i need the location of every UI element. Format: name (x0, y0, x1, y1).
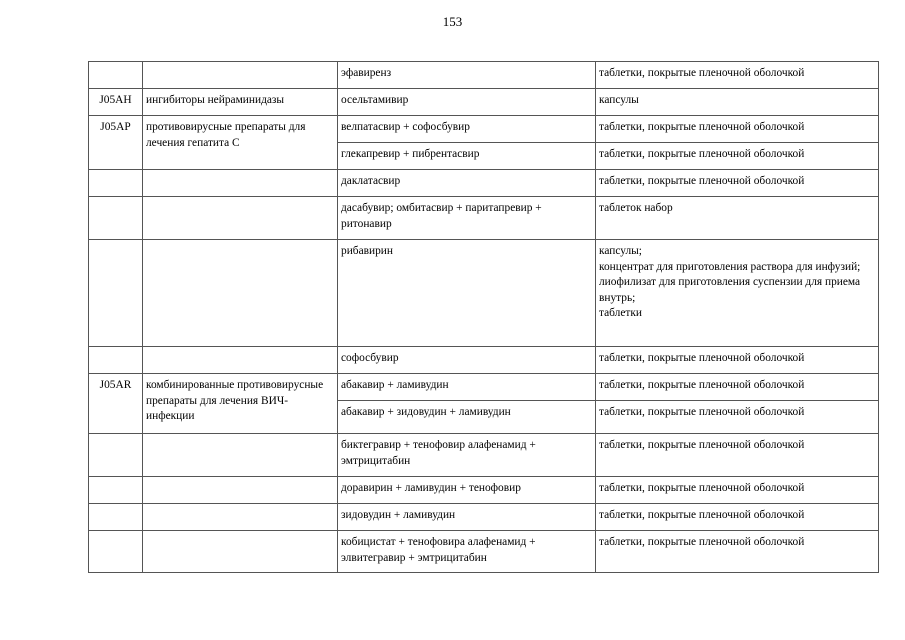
group-cell (143, 434, 338, 477)
form-line: капсулы; (599, 245, 642, 257)
drug-cell: эфавиренз (338, 62, 596, 89)
drug-cell: велпатасвир + софосбувир (338, 116, 596, 143)
form-line: таблеток набор (599, 202, 673, 214)
form-cell (596, 170, 879, 197)
group-cell (143, 62, 338, 89)
group-cell (143, 347, 338, 374)
group-cell (143, 504, 338, 531)
atc-code-cell (89, 197, 143, 240)
atc-code-cell (89, 504, 143, 531)
table-row (89, 197, 879, 240)
table-row (89, 116, 879, 143)
form-line: таблетки, покрытые пленочной оболочкой (599, 121, 805, 133)
drug-cell: даклатасвир (338, 170, 596, 197)
group-cell: комбинированные противовирусные препараты для лечения ВИЧ-инфекции (143, 374, 338, 434)
table-row (89, 434, 879, 477)
form-line: таблетки, покрытые пленочной оболочкой (599, 67, 805, 79)
form-cell (596, 531, 879, 573)
drug-cell: дасабувир; омбитасвир + паритапревир + ритонавир (338, 197, 596, 240)
form-cell (596, 62, 879, 89)
atc-code-cell: J05AR (89, 374, 143, 434)
drug-table (88, 61, 879, 573)
atc-code-cell (89, 531, 143, 573)
group-cell: ингибиторы нейраминидазы (143, 89, 338, 116)
table-row (89, 477, 879, 504)
table-row (89, 62, 879, 89)
table-row (89, 240, 879, 347)
form-line: таблетки, покрытые пленочной оболочкой (599, 175, 805, 187)
atc-code-cell (89, 62, 143, 89)
form-cell (596, 401, 879, 434)
atc-code-cell: J05AH (89, 89, 143, 116)
drug-cell: абакавир + ламивудин (338, 374, 596, 401)
table-row (89, 347, 879, 374)
atc-code-cell (89, 240, 143, 347)
page-number: 153 (442, 14, 463, 29)
drug-cell: кобицистат + тенофовира алафенамид + элвитегравир + эмтрицитабин (338, 531, 596, 573)
table-row (89, 170, 879, 197)
form-line: таблетки, покрытые пленочной оболочкой (599, 509, 805, 521)
drug-cell: биктегравир + тенофовир алафенамид + эмтрицитабин (338, 434, 596, 477)
drug-cell: глекапревир + пибрентасвир (338, 143, 596, 170)
form-line: таблетки, покрытые пленочной оболочкой (599, 536, 805, 548)
drug-cell: софосбувир (338, 347, 596, 374)
form-cell (596, 477, 879, 504)
atc-code-cell (89, 477, 143, 504)
drug-cell: абакавир + зидовудин + ламивудин (338, 401, 596, 434)
table-row (89, 374, 879, 401)
form-cell (596, 89, 879, 116)
form-cell (596, 116, 879, 143)
form-line: капсулы (599, 94, 639, 106)
table-row (89, 89, 879, 116)
atc-code-cell: J05AP (89, 116, 143, 170)
form-line: таблетки, покрытые пленочной оболочкой (599, 379, 805, 391)
form-line: таблетки, покрытые пленочной оболочкой (599, 352, 805, 364)
form-cell (596, 434, 879, 477)
group-cell (143, 477, 338, 504)
form-cell (596, 504, 879, 531)
drug-cell: зидовудин + ламивудин (338, 504, 596, 531)
form-line: концентрат для приготовления раствора для инфузий; (599, 260, 861, 273)
form-line: таблетки, покрытые пленочной оболочкой (599, 406, 805, 418)
form-line: таблетки, покрытые пленочной оболочкой (599, 482, 805, 494)
drug-cell: доравирин + ламивудин + тенофовир (338, 477, 596, 504)
group-cell: противовирусные препараты для лечения гепатита С (143, 116, 338, 170)
group-cell (143, 240, 338, 347)
table-row (89, 504, 879, 531)
group-cell (143, 531, 338, 573)
drug-cell: осельтамивир (338, 89, 596, 116)
form-cell (596, 374, 879, 401)
form-line: таблетки (599, 307, 643, 320)
table-row (89, 531, 879, 573)
group-cell (143, 197, 338, 240)
drug-cell: рибавирин (338, 240, 596, 347)
group-cell (143, 170, 338, 197)
form-cell (596, 143, 879, 170)
form-cell (596, 347, 879, 374)
atc-code-cell (89, 170, 143, 197)
form-cell (596, 240, 879, 347)
form-line: лиофилизат для приготовления суспензии для приема внутрь; (599, 276, 861, 304)
atc-code-cell (89, 347, 143, 374)
form-line: таблетки, покрытые пленочной оболочкой (599, 439, 805, 451)
form-cell (596, 197, 879, 240)
form-line: таблетки, покрытые пленочной оболочкой (599, 148, 805, 160)
atc-code-cell (89, 434, 143, 477)
